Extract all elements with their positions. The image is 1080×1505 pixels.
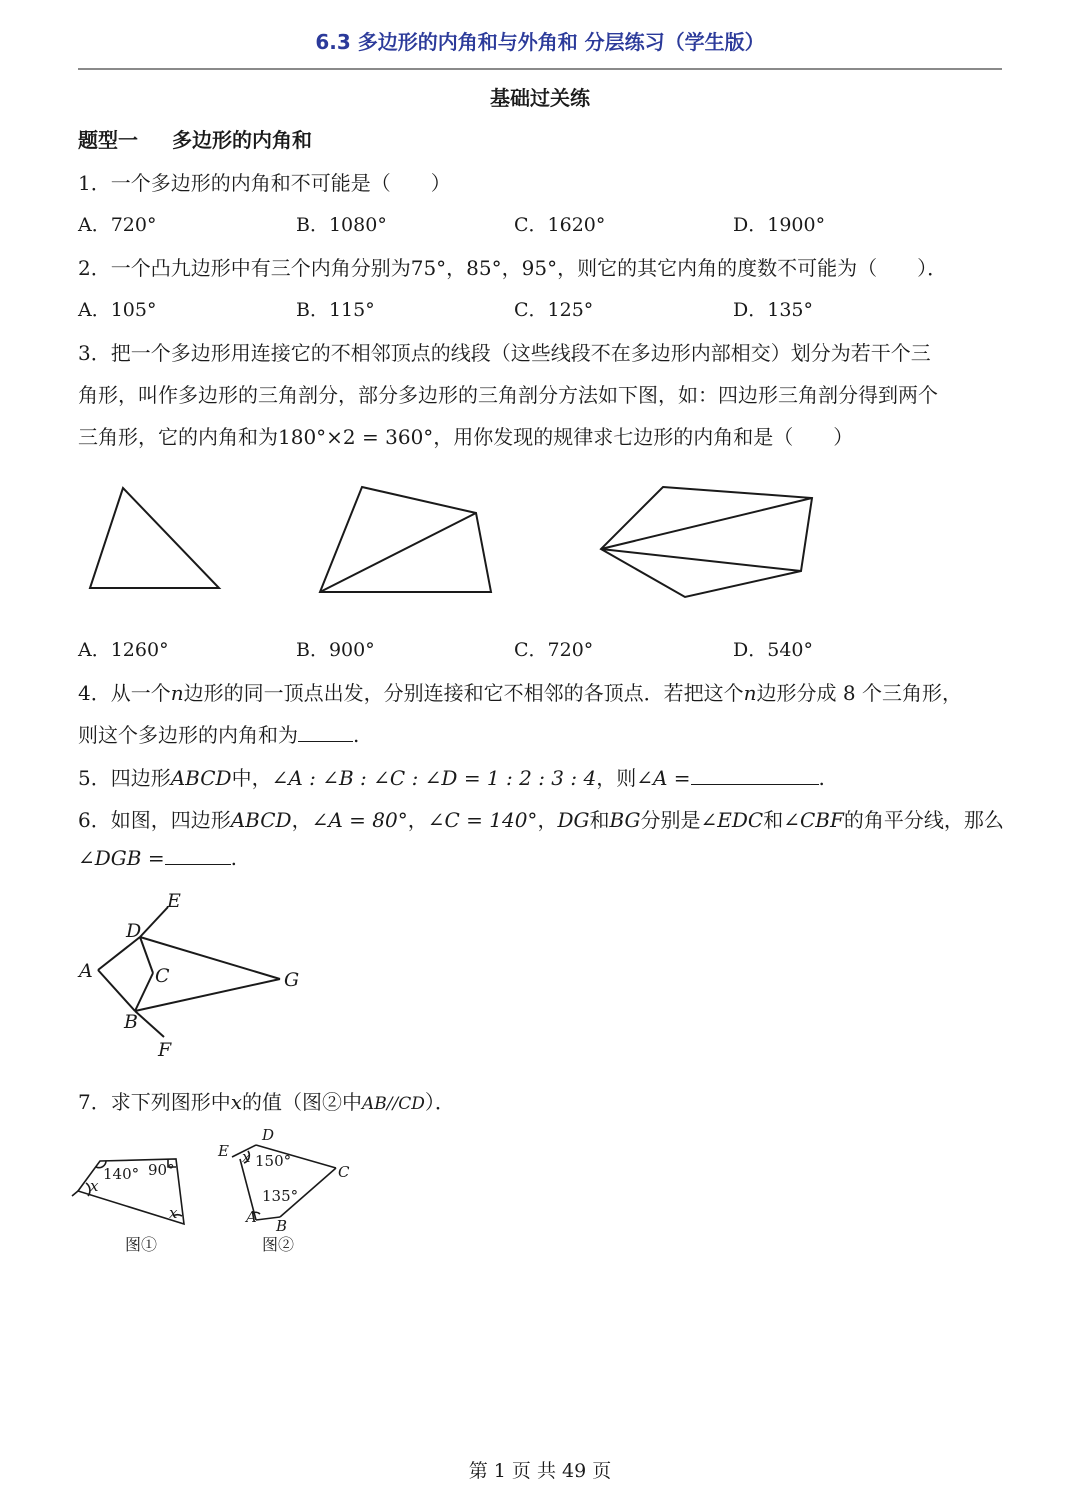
label-b: B [124, 1011, 138, 1033]
q1-option-c: C．1620° [514, 214, 606, 236]
question-6-line-1: 6．如图，四边形ABCD，∠A = 80°，∠C = 140°，DG和BG分别是∠EDC和∠CBF的角平分线，那么 [78, 808, 1004, 832]
topic-name: 多边形的内角和 [172, 128, 312, 152]
angle-figures [70, 1125, 390, 1265]
label-c: C [155, 965, 170, 987]
fig1-x-left: x [90, 1177, 99, 1195]
triangulation-figures [0, 470, 1080, 610]
question-7: 7．求下列图形中x的值（图②中AB//CD）． [78, 1090, 455, 1114]
label-f: F [158, 1039, 172, 1061]
q1-option-b: B．1080° [296, 214, 387, 236]
question-6-line-2: ∠DGB = . [78, 846, 237, 870]
quadrilateral-figure [320, 487, 491, 592]
q1-option-a: A．720° [78, 214, 157, 236]
question-3-line-2: 角形，叫作多边形的三角剖分，部分多边形的三角剖分方法如下图，如：四边形三角剖分得到两个 [78, 383, 938, 407]
topic-heading [78, 124, 312, 153]
fig2-angle-150: 150° [255, 1152, 292, 1170]
q2-option-a: A．105° [78, 299, 157, 321]
answer-blank[interactable] [165, 846, 231, 865]
topic-label: 题型一 [78, 128, 138, 152]
fig2-caption: 图② [262, 1235, 295, 1254]
question-5: 5．四边形ABCD中，∠A : ∠B : ∠C : ∠D = 1 : 2 : 3 : 4，则∠A = . [78, 766, 825, 790]
fig2-label-d: D [262, 1126, 275, 1144]
fig1-x-right: x [169, 1204, 178, 1222]
label-d: D [126, 920, 142, 942]
parallel-condition: AB//CD [362, 1094, 425, 1114]
fig2-x: x [242, 1148, 251, 1166]
q2-option-c: C．125° [514, 299, 594, 321]
label-e: E [167, 890, 181, 912]
question-2-stem: 2．一个凸九边形中有三个内角分别为75°，85°，95°，则它的其它内角的度数不可能为（ ）． [78, 256, 948, 280]
answer-blank[interactable] [298, 723, 353, 742]
fig2-label-e: E [218, 1142, 229, 1160]
fig1-angle-90: 90° [148, 1161, 175, 1179]
document-title: 6.3 多边形的内角和与外角和 分层练习（学生版） [315, 30, 765, 54]
variable-x: x [230, 1090, 243, 1114]
pentagon-figure [601, 487, 812, 597]
q2-option-d: D．135° [733, 299, 813, 321]
quadrilateral-bisector-figure [70, 885, 320, 1065]
answer-blank[interactable] [691, 766, 819, 785]
q3-option-a: A．1260° [78, 639, 169, 661]
question-4-line-1: 4．从一个n边形的同一顶点出发，分别连接和它不相邻的各顶点．若把这个n边形分成 8 个三角形， [78, 681, 962, 705]
q2-option-b: B．115° [296, 299, 375, 321]
variable-n: n [170, 681, 184, 705]
header-divider [78, 68, 1002, 70]
q3-option-d: D．540° [733, 639, 813, 661]
page-footer: 第 1 页 共 49 页 [468, 1460, 612, 1482]
question-1-stem: 1．一个多边形的内角和不可能是（ ） [78, 171, 451, 195]
fig2-label-b: B [276, 1217, 288, 1235]
question-3-line-1: 3．把一个多边形用连接它的不相邻顶点的线段（这些线段不在多边形内部相交）划分为若干个三 [78, 341, 931, 365]
fig2-label-a: A [246, 1208, 257, 1226]
question-4-line-2: 则这个多边形的内角和为 . [78, 723, 360, 747]
q3-option-b: B．900° [296, 639, 375, 661]
fig1-caption: 图① [125, 1235, 158, 1254]
fig2-angle-135: 135° [262, 1187, 299, 1205]
q1-option-d: D．1900° [733, 214, 826, 236]
label-g: G [284, 969, 300, 991]
angle-ratio: ∠A : ∠B : ∠C : ∠D = 1 : 2 : 3 : 4 [271, 766, 597, 790]
section-heading: 基础过关练 [490, 86, 590, 110]
fig2-label-c: C [338, 1163, 350, 1181]
fig1-angle-140: 140° [103, 1165, 140, 1183]
question-3-line-3: 三角形，它的内角和为180°×2 = 360°，用你发现的规律求七边形的内角和是（ ） [78, 425, 854, 449]
triangle-figure [90, 488, 219, 588]
q3-option-c: C．720° [514, 639, 594, 661]
label-a: A [79, 960, 93, 982]
